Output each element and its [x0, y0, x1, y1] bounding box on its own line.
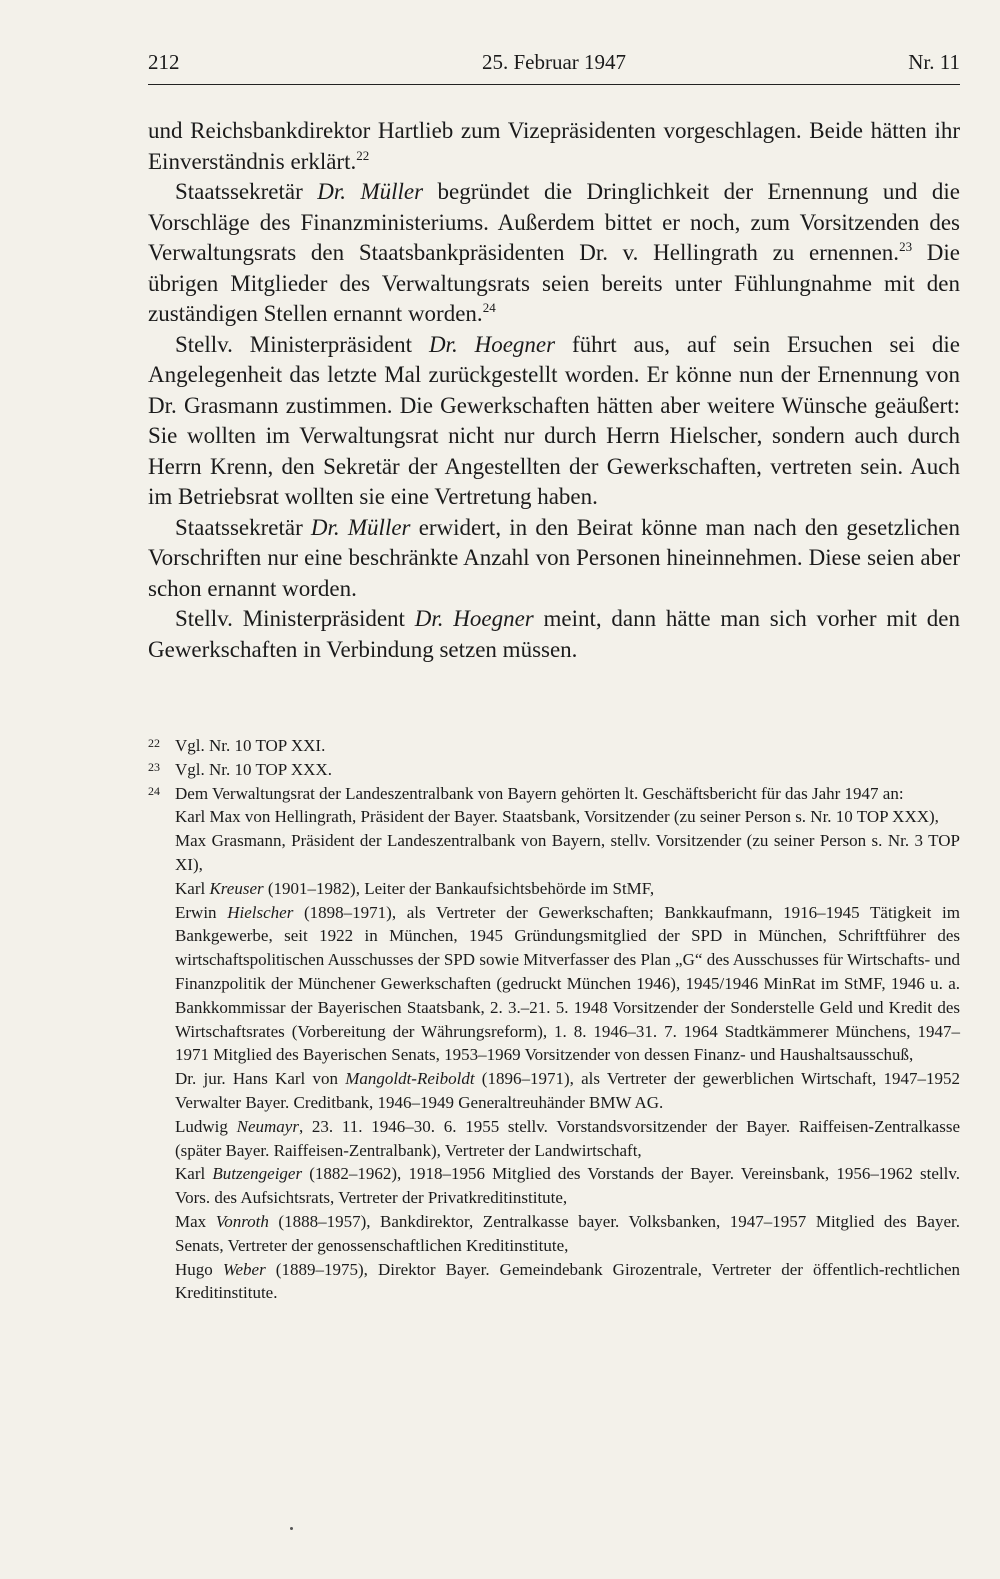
member-name: Vonroth	[215, 1211, 269, 1231]
member-entry: Erwin Hielscher (1898–1971), als Vertreter der Gewerkschaften; Bankkaufmann, 1916–1945 Tätigkeit im Bankgewerbe, seit 1922 in München, 1945 Gründungsmitglied der SPD in München, Schriftführer des wirtschaftspolitischen Ausschusses der SPD sowie Mitverfasser des Plan „G“ des Ausschusses für Wirtschafts- und Finanzpolitik der Münchener Gewerkschaften (gedruckt München 1946), 1945/1946 MinRat im StMF, 1946 u. a. Bankkommissar der Bayerischen Staatsbank, 2. 3.–21. 5. 1948 Vorsitzender der Sonderstelle Geld und Kredit des Wirtschaftsrates (Vorbereitung der Währungsreform), 1. 8. 1946–31. 7. 1964 Stadtkämmerer Münchens, 1947–1971 Mitglied des Bayerischen Senats, 1953–1969 Vorsitzender von dessen Finanz- und Haushaltsausschuß,	[175, 902, 960, 1065]
footnote-22	[148, 734, 960, 758]
speaker-title: Dr.	[310, 514, 340, 540]
paragraph: Staatssekretär Dr. Müller erwidert, in den Beirat könne man nach den gesetzlichen Vorschriften nur eine beschränkte Anzahl von Personen hineinnehmen. Diese seien aber schon ernannt worden.	[148, 514, 960, 601]
speaker-title: Dr.	[414, 606, 444, 631]
document-number: Nr. 11	[908, 50, 960, 74]
member-entry: Ludwig Neumayr, 23. 11. 1946–30. 6. 1955 stellv. Vorstandsvorsitzender der Bayer. Raiffeisen-Zentralkasse (später Bayer. Raiffeisen-Zentralbank), Vertreter der Landwirtschaft,	[175, 1116, 960, 1160]
speaker-name: Müller	[360, 179, 424, 204]
speaker-title: Dr.	[317, 179, 346, 204]
member-name: Mangoldt-Reiboldt	[345, 1069, 475, 1089]
scan-speck	[290, 1527, 293, 1530]
footnote-intro: Dem Verwaltungsrat der Landeszentralbank von Bayern gehörten lt. Geschäftsbericht für das Jahr 1947 an:	[175, 783, 904, 803]
footnote-24	[148, 782, 960, 1306]
header-date: 25. Februar 1947	[481, 50, 627, 74]
paragraph: Staatssekretär Dr. Müller begründet die Dringlichkeit der Ernennung und die Vorschläge des Finanzministeriums. Außerdem bittet er noch, zum Vorsitzenden des Verwaltungsrats den Staatsbankpräsidenten Dr. v. Hellingrath zu ernennen.$^{23}$ Die übrigen Mitglieder des Verwaltungsrats seien bereits unter Fühlungnahme mit den zuständigen Stellen ernannt worden.$^{24}$	[148, 179, 960, 326]
speaker-title: Dr.	[428, 331, 458, 357]
member-name: Butzengeiger	[212, 1164, 303, 1184]
member-entry: Max Vonroth (1888–1957), Bankdirektor, Zentralkasse bayer. Volksbanken, 1947–1957 Mitglied des Bayer. Senats, Vertreter der genossenschaftlichen Kreditinstitute,	[175, 1211, 960, 1255]
main-text	[148, 116, 960, 665]
member-name: Weber	[222, 1259, 266, 1279]
paragraph: und Reichsbankdirektor Hartlieb zum Vizepräsidenten vorgeschlagen. Beide hätten ihr Einverständnis erklärt.$^{22}$	[148, 118, 960, 174]
member-name: Neumayr	[236, 1116, 299, 1136]
member-entry: Dr. jur. Hans Karl von Mangoldt-Reiboldt (1896–1971), als Vertreter der gewerblichen Wirtschaft, 1947–1952 Verwalter Bayer. Creditbank, 1946–1949 Generaltreuhänder BMW AG.	[175, 1069, 961, 1112]
member-name: Hielscher	[227, 902, 294, 922]
footnote-23	[148, 758, 960, 782]
footnote-ref: 22	[356, 147, 370, 163]
member-entry: Karl Max von Hellingrath, Präsident der Bayer. Staatsbank, Vorsitzender (zu seiner Person s. Nr. 10 TOP XXX),	[175, 807, 939, 827]
member-entry: Karl Butzengeiger (1882–1962), 1918–1956 Mitglied des Vorstands der Bayer. Vereinsbank, 1956–1962 stellv. Vors. des Aufsichtsrats, Vertreter der Privatkreditinstitute,	[175, 1164, 960, 1208]
footnote-ref: 23	[899, 239, 913, 254]
footnotes	[148, 734, 960, 1305]
speaker-name: Hoegner	[453, 606, 534, 631]
member-name: Kreuser	[209, 878, 264, 898]
speaker-name: Hoegner	[474, 331, 556, 357]
paragraph: Stellv. Ministerpräsident Dr. Hoegner führt aus, auf sein Ersuchen sei die Angelegenheit das letzte Mal zurückgestellt worden. Er könne nun der Ernennung von Dr. Grasmann zustimmen. Die Gewerkschaften hätten aber weitere Wünsche geäußert: Sie wollten im Verwaltungsrat nicht nur durch Herrn Hielscher, sondern auch durch Herrn Krenn, den Sekretär der Angestellten der Gewerkschaften, vertreten sein. Auch im Betriebsrat wollten sie eine Vertretung haben.	[148, 331, 960, 509]
footnote-text: Vgl. Nr. 10 TOP XXI.	[175, 736, 326, 755]
footnote-text: Vgl. Nr. 10 TOP XXX.	[175, 759, 332, 779]
member-entry: Karl Kreuser (1901–1982), Leiter der Bankaufsichtsbehörde im StMF,	[175, 878, 655, 898]
speaker-name: Müller	[347, 514, 411, 540]
footnote-number: 23	[148, 759, 160, 774]
running-header	[148, 48, 960, 85]
paragraph: Stellv. Ministerpräsident Dr. Hoegner meint, dann hätte man sich vorher mit den Gewerkschaften in Verbindung setzen müssen.	[148, 606, 960, 662]
footnote-number: 24	[148, 783, 160, 798]
footnote-number: 22	[148, 736, 160, 750]
footnote-ref: 24	[482, 300, 496, 315]
page-number: 212	[148, 50, 180, 74]
member-entry: Max Grasmann, Präsident der Landeszentralbank von Bayern, stellv. Vorsitzender (zu seiner Person s. Nr. 3 TOP XI),	[175, 831, 960, 874]
member-entry: Hugo Weber (1889–1975), Direktor Bayer. Gemeindebank Girozentrale, Vertreter der öffentlich-rechtlichen Kreditinstitute.	[175, 1259, 961, 1303]
